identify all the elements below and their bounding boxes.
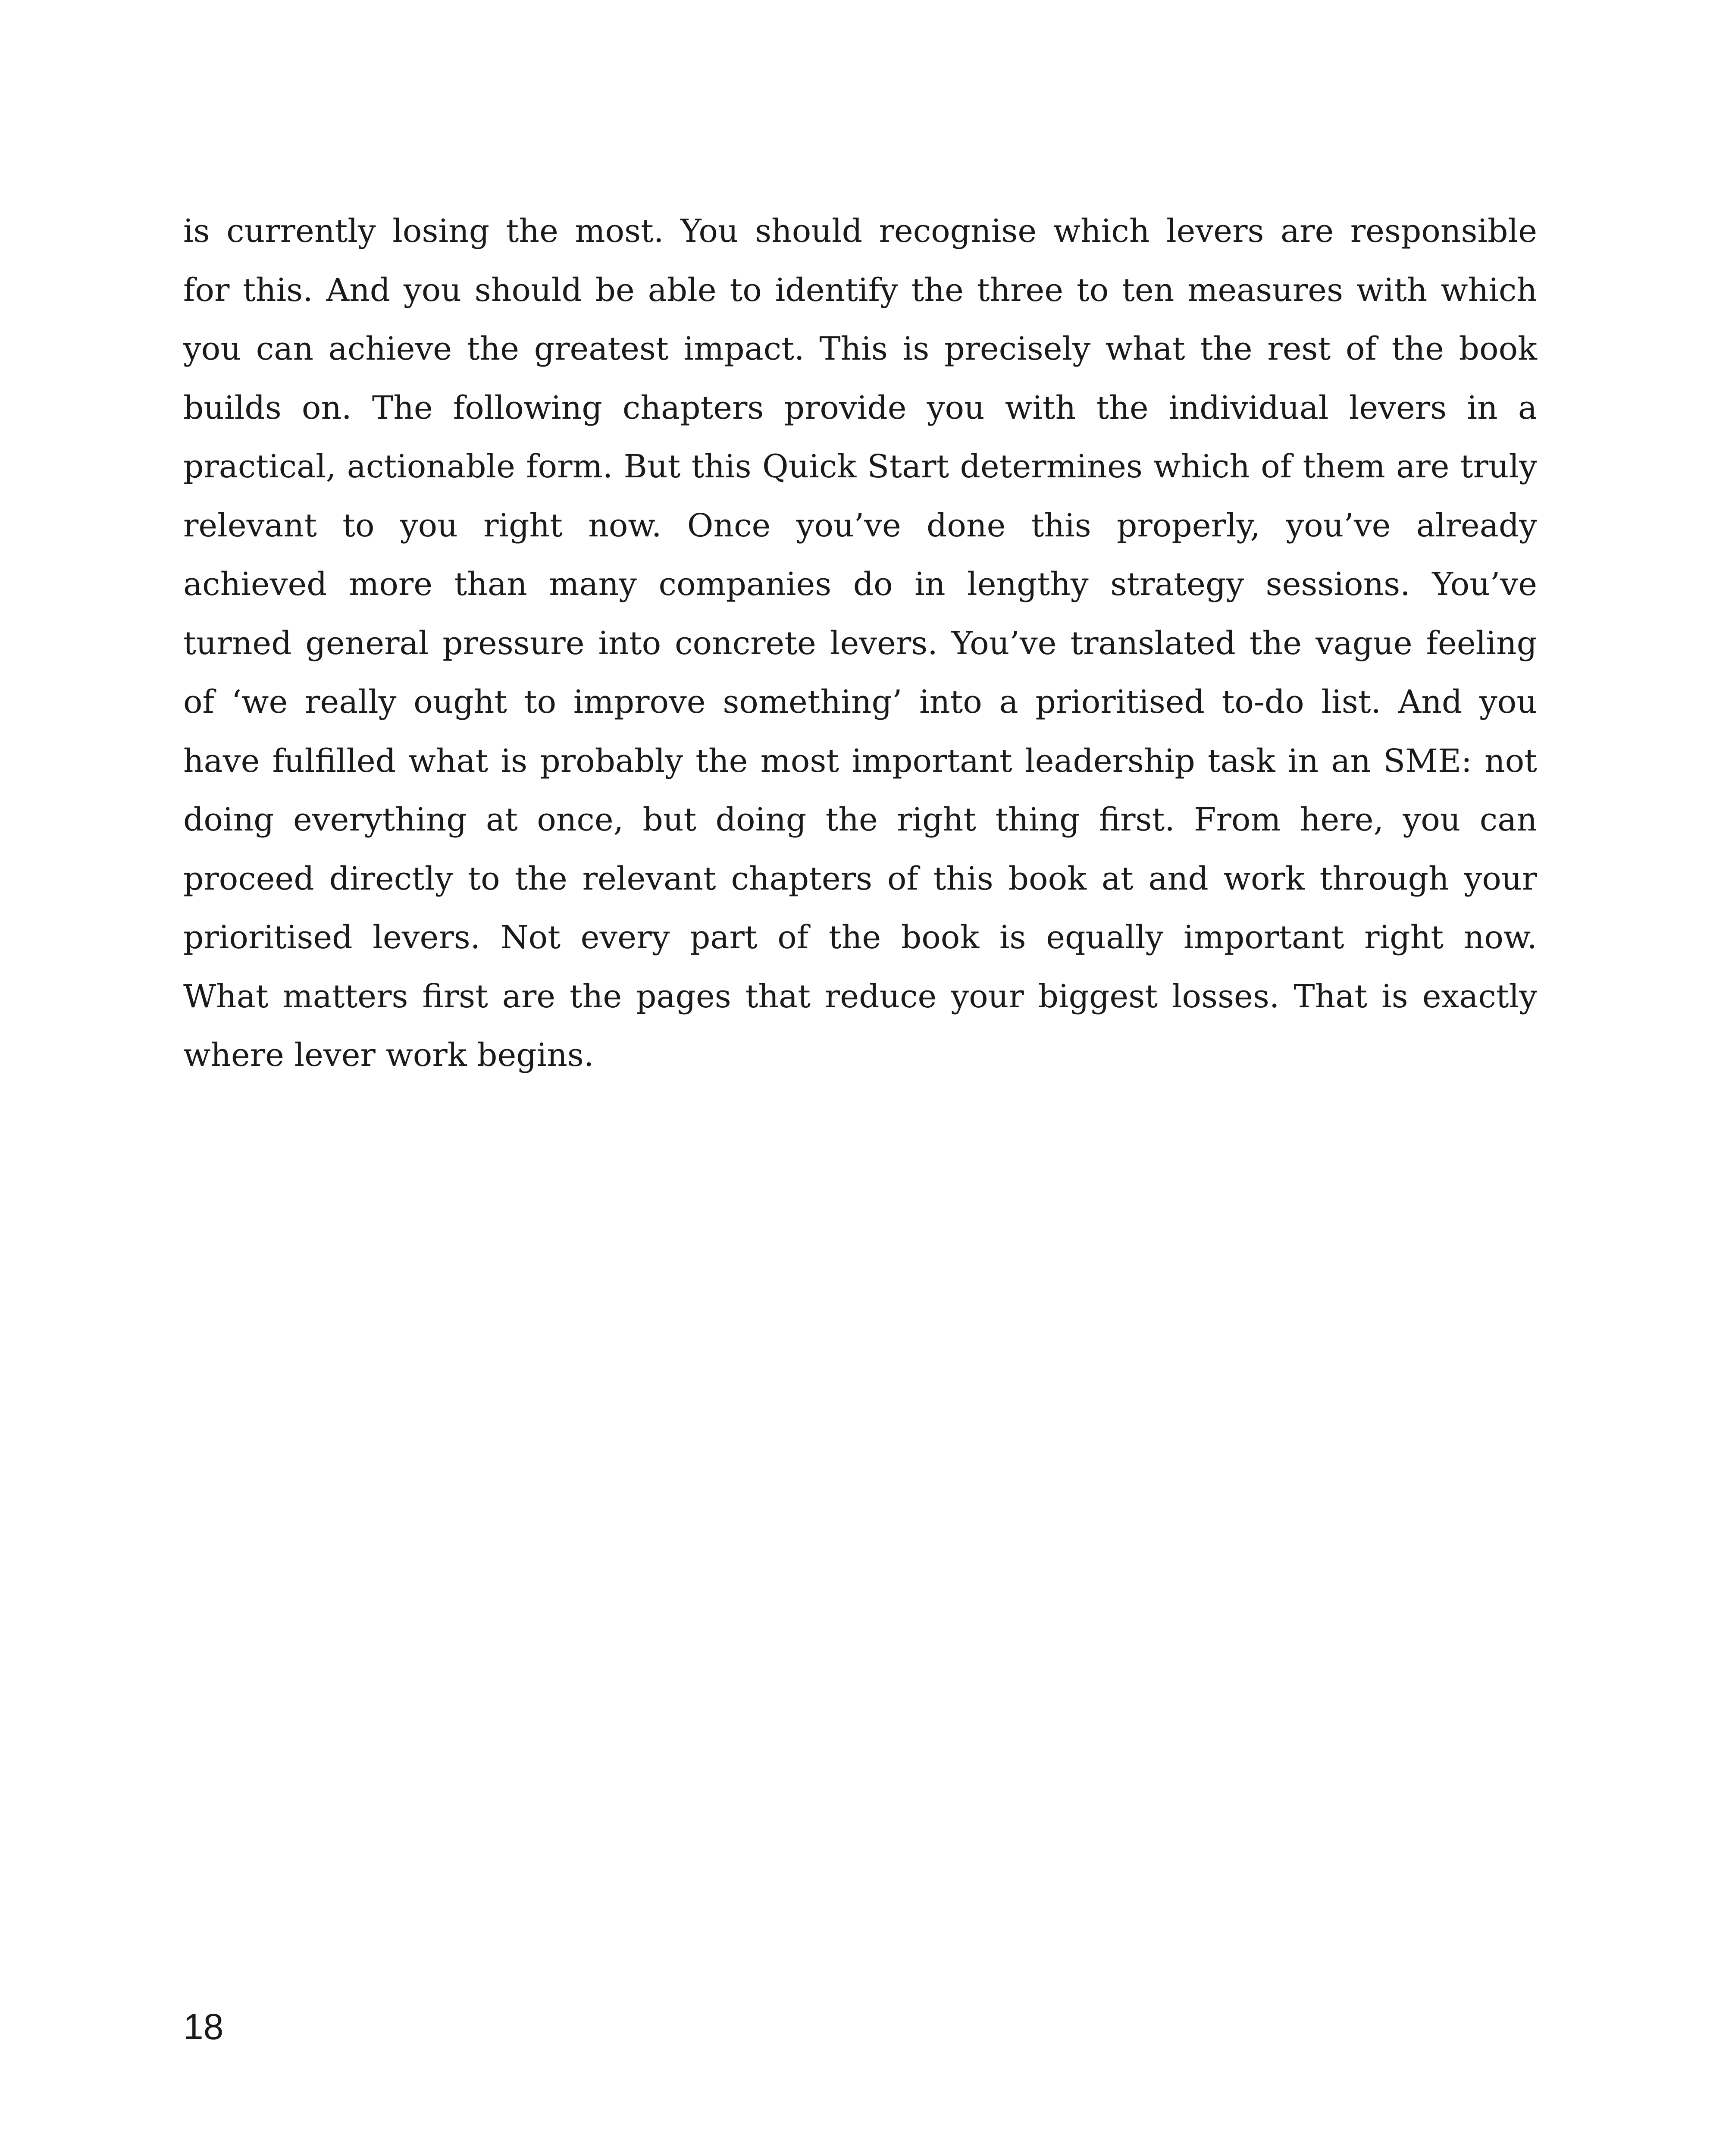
text-line: you can achieve the greatest impact. This is precisely what the rest of the book — [183, 330, 1537, 367]
text-line: doing everything at once, but doing the right thing first. From here, you can — [183, 801, 1537, 838]
text-line: is currently losing the most. You should recognise which levers are responsible — [183, 213, 1537, 250]
text-line: where lever work begins. — [183, 1037, 594, 1074]
text-line: achieved more than many companies do in lengthy strategy sessions. You’ve — [183, 566, 1537, 603]
text-line: of ‘we really ought to improve something’ into a prioritised to-do list. And you — [183, 683, 1537, 721]
text-line: turned general pressure into concrete levers. You’ve translated the vague feeling — [183, 624, 1537, 662]
text-line: have fulfilled what is probably the most important leadership task in an SME: not — [183, 742, 1537, 780]
body-paragraph — [183, 202, 1537, 1085]
text-line: prioritised levers. Not every part of the book is equally important right now. — [183, 919, 1537, 956]
text-line: builds on. The following chapters provide you with the individual levers in a — [183, 389, 1537, 426]
text-line: for this. And you should be able to identify the three to ten measures with which — [183, 271, 1537, 309]
text-line: What matters first are the pages that reduce your biggest losses. That is exactly — [183, 978, 1537, 1015]
text-line: relevant to you right now. Once you’ve done this properly, you’ve already — [183, 507, 1537, 544]
text-line: practical, actionable form. But this Quick Start determines which of them are truly — [183, 448, 1537, 485]
page-number: 18 — [183, 2006, 224, 2047]
text-line: proceed directly to the relevant chapters of this book at and work through your — [183, 860, 1537, 897]
